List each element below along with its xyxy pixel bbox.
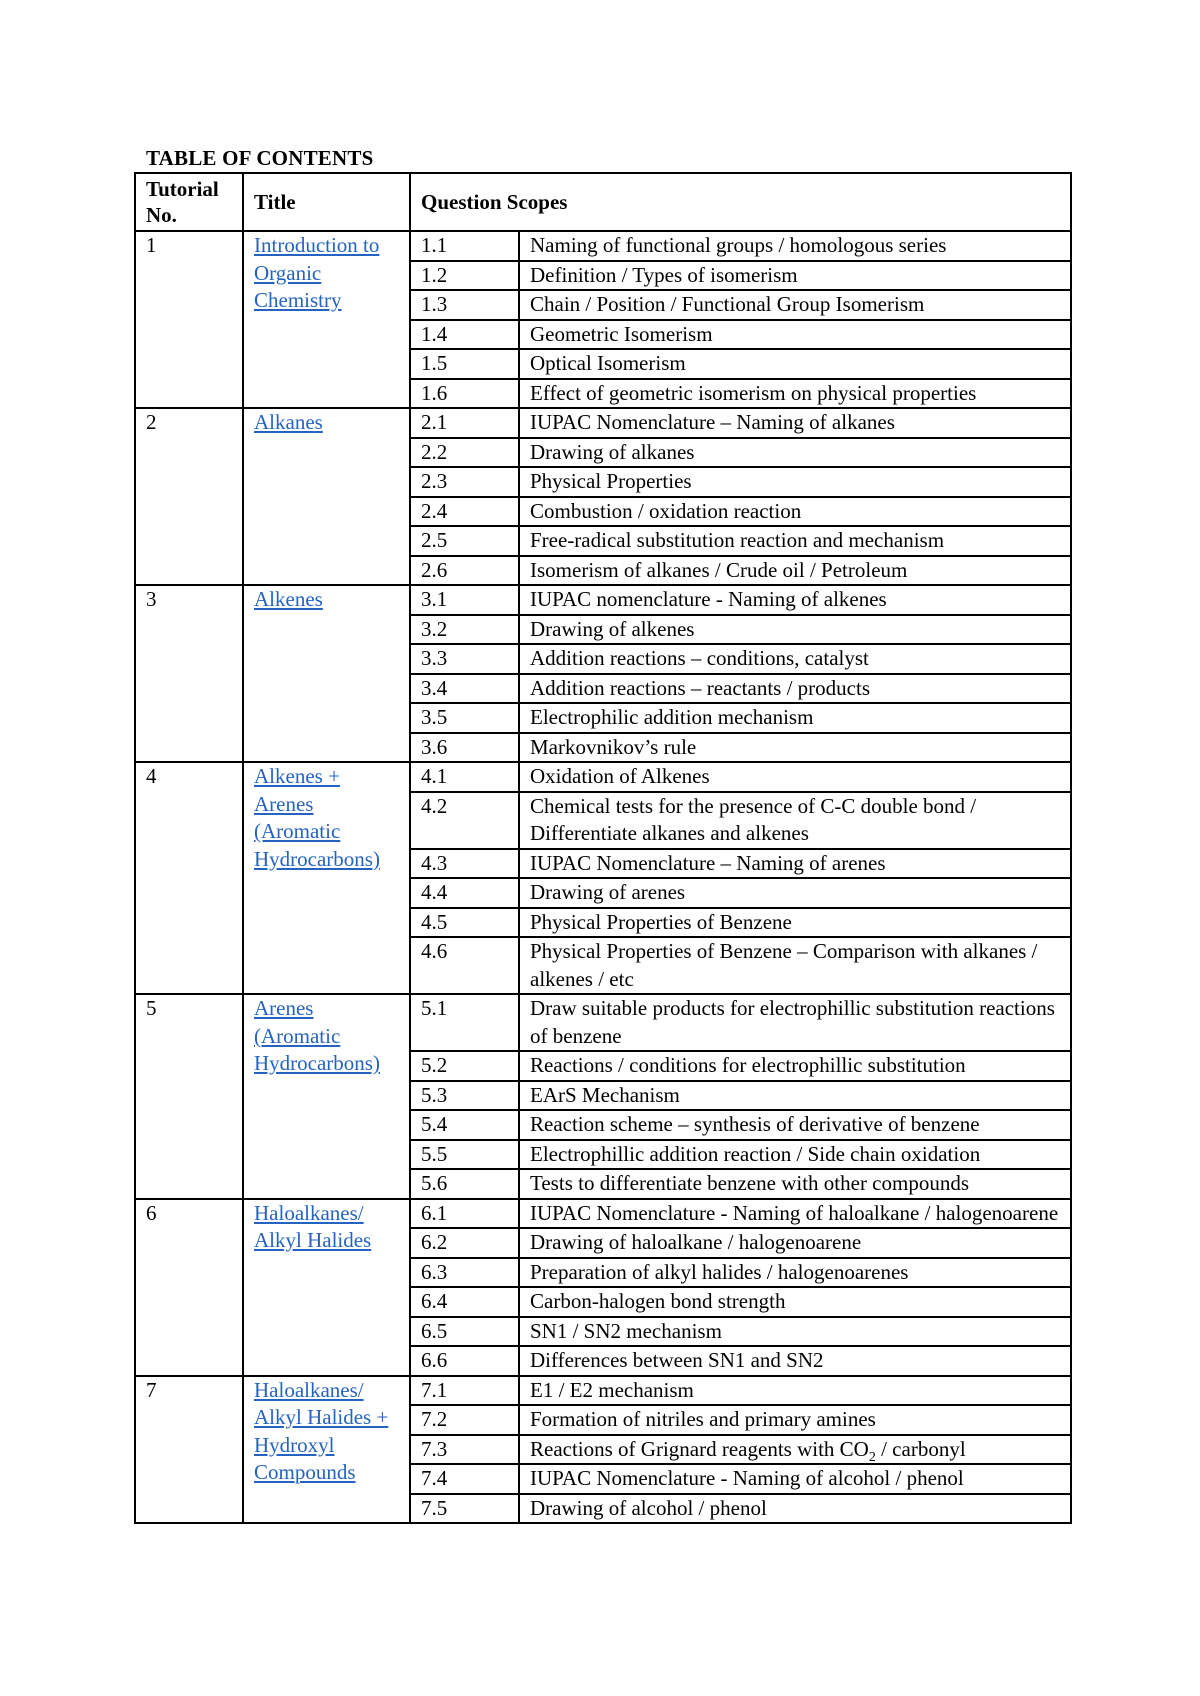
- scope-code: 3.5: [410, 703, 519, 733]
- scope-code: 1.4: [410, 320, 519, 350]
- scope-description: Definition / Types of isomerism: [519, 261, 1071, 291]
- scope-code: 3.6: [410, 733, 519, 763]
- contents-table: [134, 172, 1072, 1524]
- scope-description: Chain / Position / Functional Group Isomerism: [519, 290, 1071, 320]
- scope-description: Draw suitable products for electrophillic substitution reactions of benzene: [519, 994, 1071, 1051]
- scope-description: IUPAC nomenclature - Naming of alkenes: [519, 585, 1071, 615]
- tutorial-number: 2: [135, 408, 243, 585]
- scope-description: EArS Mechanism: [519, 1081, 1071, 1111]
- header-tutorial-no: Tutorial No.: [135, 173, 243, 231]
- scope-description: Isomerism of alkanes / Crude oil / Petroleum: [519, 556, 1071, 586]
- scope-description: Drawing of alcohol / phenol: [519, 1494, 1071, 1524]
- scope-code: 5.6: [410, 1169, 519, 1199]
- tutorial-number: 3: [135, 585, 243, 762]
- header-question-scopes: Question Scopes: [410, 173, 1071, 231]
- table-row: [135, 231, 1071, 261]
- scope-code: 6.1: [410, 1199, 519, 1229]
- header-row: [135, 173, 1071, 231]
- scope-code: 3.1: [410, 585, 519, 615]
- scope-code: 5.4: [410, 1110, 519, 1140]
- scope-code: 7.2: [410, 1405, 519, 1435]
- scope-description: Reaction scheme – synthesis of derivative of benzene: [519, 1110, 1071, 1140]
- scope-code: 5.2: [410, 1051, 519, 1081]
- scope-description: Optical Isomerism: [519, 349, 1071, 379]
- scope-description: Electrophilic addition mechanism: [519, 703, 1071, 733]
- tutorial-title-link[interactable]: Alkanes: [254, 410, 323, 434]
- scope-code: 2.1: [410, 408, 519, 438]
- scope-description: Addition reactions – reactants / products: [519, 674, 1071, 704]
- scope-description: E1 / E2 mechanism: [519, 1376, 1071, 1406]
- tutorial-title-cell: [243, 585, 410, 762]
- table-row: [135, 1199, 1071, 1229]
- tutorial-title-link[interactable]: Alkenes + Arenes (Aromatic Hydrocarbons): [254, 764, 380, 871]
- tutorial-title-cell: [243, 1376, 410, 1524]
- scope-description: SN1 / SN2 mechanism: [519, 1317, 1071, 1347]
- scope-description: Physical Properties: [519, 467, 1071, 497]
- scope-code: 6.6: [410, 1346, 519, 1376]
- scope-description: Drawing of haloalkane / halogenoarene: [519, 1228, 1071, 1258]
- scope-description: IUPAC Nomenclature - Naming of haloalkane / halogenoarene: [519, 1199, 1071, 1229]
- scope-description: IUPAC Nomenclature - Naming of alcohol / phenol: [519, 1464, 1071, 1494]
- scope-code: 3.3: [410, 644, 519, 674]
- table-row: [135, 994, 1071, 1051]
- table-row: [135, 585, 1071, 615]
- scope-code: 4.2: [410, 792, 519, 849]
- scope-description: Naming of functional groups / homologous series: [519, 231, 1071, 261]
- scope-description: Geometric Isomerism: [519, 320, 1071, 350]
- table-row: [135, 762, 1071, 792]
- tutorial-title-link[interactable]: Haloalkanes/ Alkyl Halides: [254, 1200, 372, 1252]
- scope-code: 4.3: [410, 849, 519, 879]
- scope-description: Reactions of Grignard reagents with $CO_2$ / carbonyl: [519, 1435, 1071, 1465]
- tutorial-title-link[interactable]: Introduction to Organic Chemistry: [254, 233, 380, 312]
- scope-description: Markovnikov’s rule: [519, 733, 1071, 763]
- scope-code: 5.1: [410, 994, 519, 1051]
- scope-code: 2.6: [410, 556, 519, 586]
- scope-code: 7.5: [410, 1494, 519, 1524]
- tutorial-number: 4: [135, 762, 243, 994]
- tutorial-title-cell: [243, 231, 410, 408]
- contents-body: [135, 231, 1071, 1523]
- scope-code: 2.5: [410, 526, 519, 556]
- tutorial-number: 5: [135, 994, 243, 1199]
- scope-code: 6.5: [410, 1317, 519, 1347]
- scope-code: 7.3: [410, 1435, 519, 1465]
- scope-description: Oxidation of Alkenes: [519, 762, 1071, 792]
- scope-code: 7.1: [410, 1376, 519, 1406]
- tutorial-title-cell: [243, 408, 410, 585]
- scope-description: Drawing of arenes: [519, 878, 1071, 908]
- scope-description: Chemical tests for the presence of C-C double bond / Differentiate alkanes and alkenes: [519, 792, 1071, 849]
- tutorial-number: 1: [135, 231, 243, 408]
- tutorial-number: 6: [135, 1199, 243, 1376]
- scope-code: 6.4: [410, 1287, 519, 1317]
- scope-code: 5.5: [410, 1140, 519, 1170]
- scope-description: Differences between SN1 and SN2: [519, 1346, 1071, 1376]
- scope-description: Formation of nitriles and primary amines: [519, 1405, 1071, 1435]
- table-row: [135, 1376, 1071, 1406]
- table-row: [135, 408, 1071, 438]
- tutorial-title-link[interactable]: Haloalkanes/ Alkyl Halides + Hydroxyl Compounds: [254, 1377, 389, 1484]
- tutorial-title-cell: [243, 762, 410, 994]
- scope-code: 4.6: [410, 937, 519, 994]
- tutorial-title-cell: [243, 994, 410, 1199]
- tutorial-number: 7: [135, 1376, 243, 1524]
- scope-code: 1.1: [410, 231, 519, 261]
- scope-code: 2.4: [410, 497, 519, 527]
- scope-description: Drawing of alkanes: [519, 438, 1071, 468]
- scope-description: Tests to differentiate benzene with other compounds: [519, 1169, 1071, 1199]
- scope-description: Electrophillic addition reaction / Side chain oxidation: [519, 1140, 1071, 1170]
- scope-description: Free-radical substitution reaction and mechanism: [519, 526, 1071, 556]
- scope-code: 6.2: [410, 1228, 519, 1258]
- scope-code: 3.4: [410, 674, 519, 704]
- scope-code: 4.1: [410, 762, 519, 792]
- tutorial-title-link[interactable]: Alkenes: [254, 587, 323, 611]
- scope-description: Preparation of alkyl halides / halogenoarenes: [519, 1258, 1071, 1288]
- scope-description: Combustion / oxidation reaction: [519, 497, 1071, 527]
- scope-description: Effect of geometric isomerism on physical properties: [519, 379, 1071, 409]
- scope-description: Addition reactions – conditions, catalyst: [519, 644, 1071, 674]
- tutorial-title-link[interactable]: Arenes (Aromatic Hydrocarbons): [254, 996, 380, 1075]
- scope-description: IUPAC Nomenclature – Naming of alkanes: [519, 408, 1071, 438]
- scope-code: 1.2: [410, 261, 519, 291]
- scope-code: 2.2: [410, 438, 519, 468]
- scope-code: 5.3: [410, 1081, 519, 1111]
- scope-description: IUPAC Nomenclature – Naming of arenes: [519, 849, 1071, 879]
- page-title: TABLE OF CONTENTS: [146, 146, 374, 170]
- scope-description: Reactions / conditions for electrophillic substitution: [519, 1051, 1071, 1081]
- scope-description: Physical Properties of Benzene – Comparison with alkanes / alkenes / etc: [519, 937, 1071, 994]
- tutorial-title-cell: [243, 1199, 410, 1376]
- scope-description: Drawing of alkenes: [519, 615, 1071, 645]
- scope-code: 7.4: [410, 1464, 519, 1494]
- scope-code: 3.2: [410, 615, 519, 645]
- scope-description: Physical Properties of Benzene: [519, 908, 1071, 938]
- scope-code: 1.3: [410, 290, 519, 320]
- scope-description: Carbon-halogen bond strength: [519, 1287, 1071, 1317]
- scope-code: 1.6: [410, 379, 519, 409]
- scope-code: 4.5: [410, 908, 519, 938]
- scope-code: 2.3: [410, 467, 519, 497]
- scope-code: 1.5: [410, 349, 519, 379]
- header-title: Title: [243, 173, 410, 231]
- scope-code: 6.3: [410, 1258, 519, 1288]
- scope-code: 4.4: [410, 878, 519, 908]
